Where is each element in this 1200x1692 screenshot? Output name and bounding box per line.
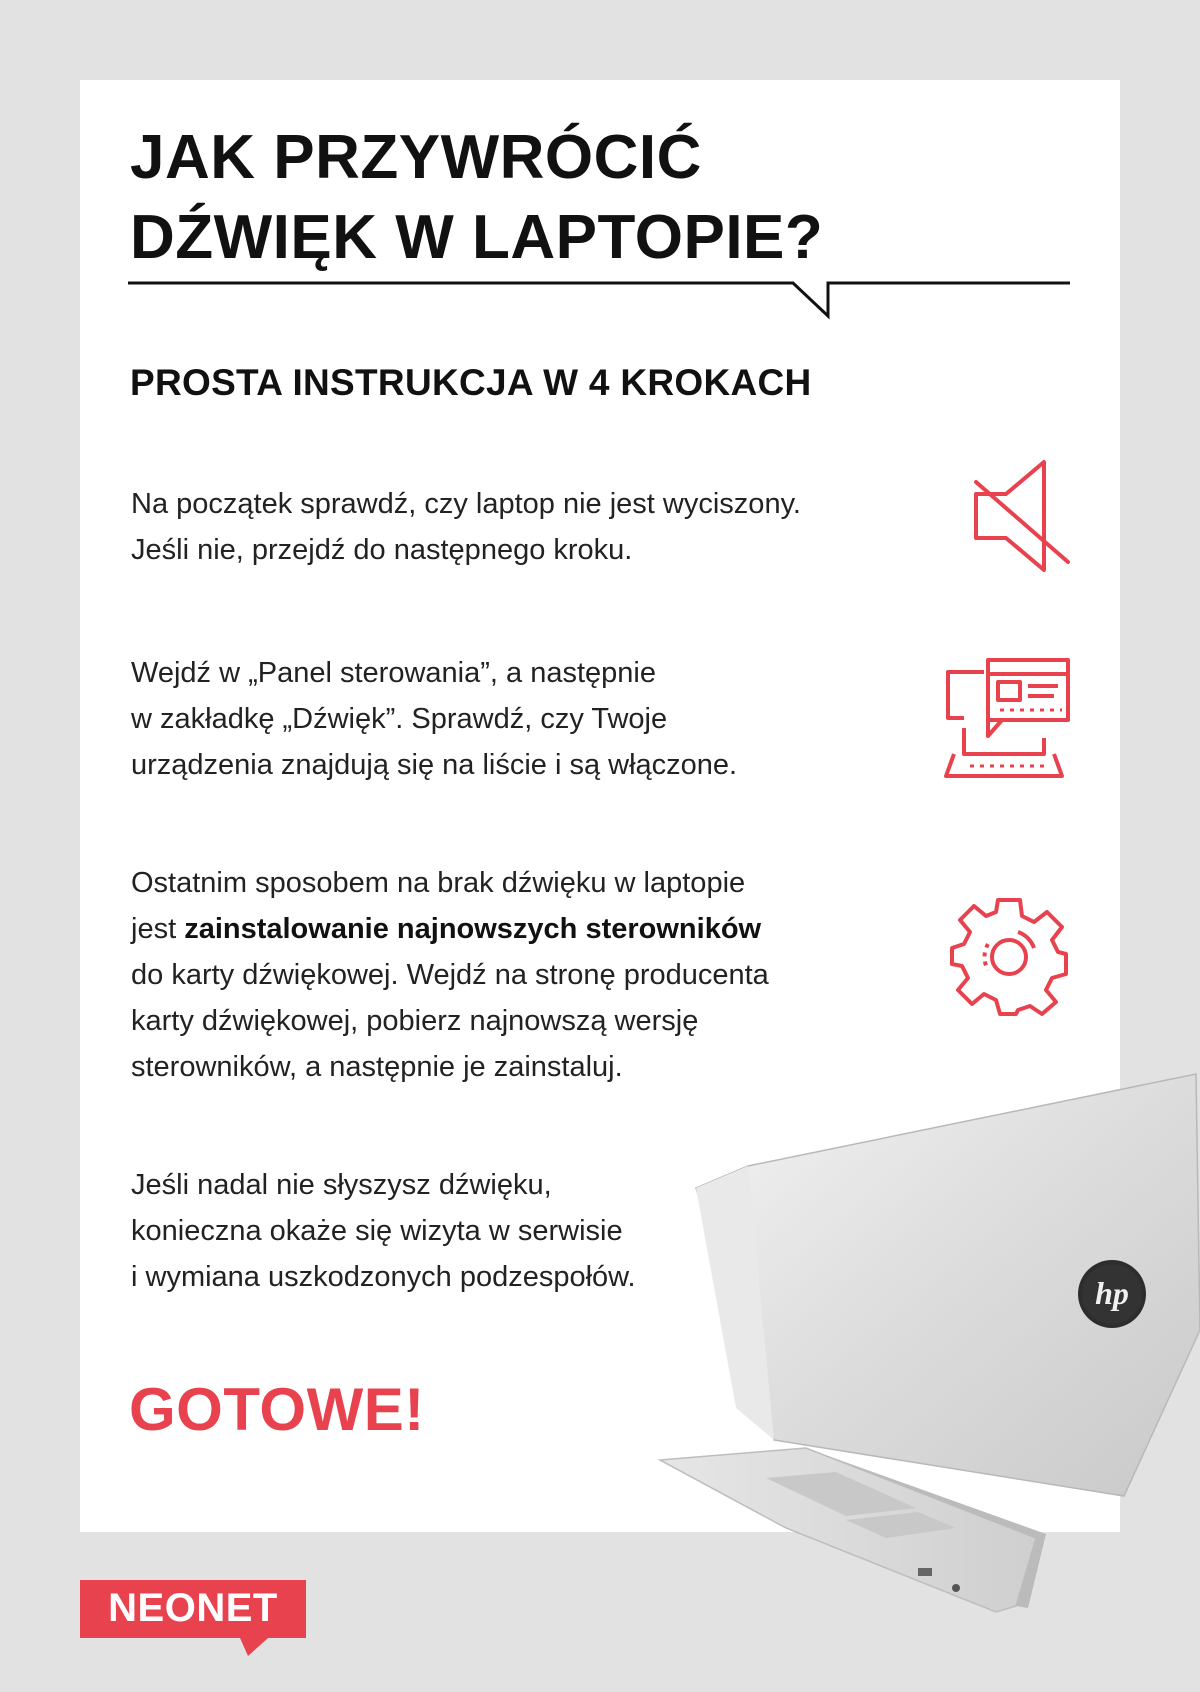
brand-name: NEONET — [108, 1586, 278, 1630]
done-heading: GOTOWE! — [129, 1376, 425, 1443]
speech-bubble-divider — [128, 276, 1072, 320]
subtitle: PROSTA INSTRUKCJA W 4 KROKACH — [130, 362, 812, 403]
hp-logo-text: hp — [1095, 1275, 1129, 1311]
step-3-line-4: karty dźwiękowej, pobierz najnowszą wersję — [131, 1005, 699, 1037]
step-3-line-2 — [131, 906, 911, 952]
gear-icon — [948, 896, 1070, 1018]
laptop-illustration — [656, 1068, 1200, 1620]
title-line-1: JAK PRZYWRÓCIĆ — [130, 123, 702, 192]
laptop-window-icon — [944, 658, 1072, 780]
step-3-line-1: Ostatnim sposobem na brak dźwięku w laptopie — [131, 867, 746, 899]
step-3-line-3: do karty dźwiękowej. Wejdź na stronę producenta — [131, 959, 769, 991]
muted-speaker-icon — [972, 458, 1072, 574]
step-2-text — [131, 650, 911, 788]
step-1-line-2: Jeśli nie, przejdź do następnego kroku. — [131, 534, 633, 566]
step-2-line-3: urządzenia znajdują się na liście i są włączone. — [131, 749, 738, 781]
title-line-2: DŹWIĘK W LAPTOPIE? — [130, 203, 824, 272]
step-3-bold-phrase: zainstalowanie najnowszych sterowników — [184, 913, 762, 945]
step-3-line-2-prefix: jest — [131, 913, 185, 945]
step-2-line-2: w zakładkę „Dźwięk”. Sprawdź, czy Twoje — [131, 703, 668, 735]
step-1-line-1: Na początek sprawdź, czy laptop nie jest wyciszony. — [131, 488, 801, 520]
step-3-text — [131, 860, 911, 1090]
step-3-line-5: sterowników, a następnie je zainstaluj. — [131, 1051, 623, 1083]
step-4-line-2: konieczna okaże się wizyta w serwisie — [131, 1215, 623, 1247]
step-1-text — [131, 481, 911, 573]
step-2-line-1: Wejdź w „Panel sterowania”, a następnie — [131, 657, 656, 689]
page-title — [130, 118, 1030, 278]
step-4-line-1: Jeśli nadal nie słyszysz dźwięku, — [131, 1169, 552, 1201]
step-4-line-3: i wymiana uszkodzonych podzespołów. — [131, 1261, 636, 1293]
